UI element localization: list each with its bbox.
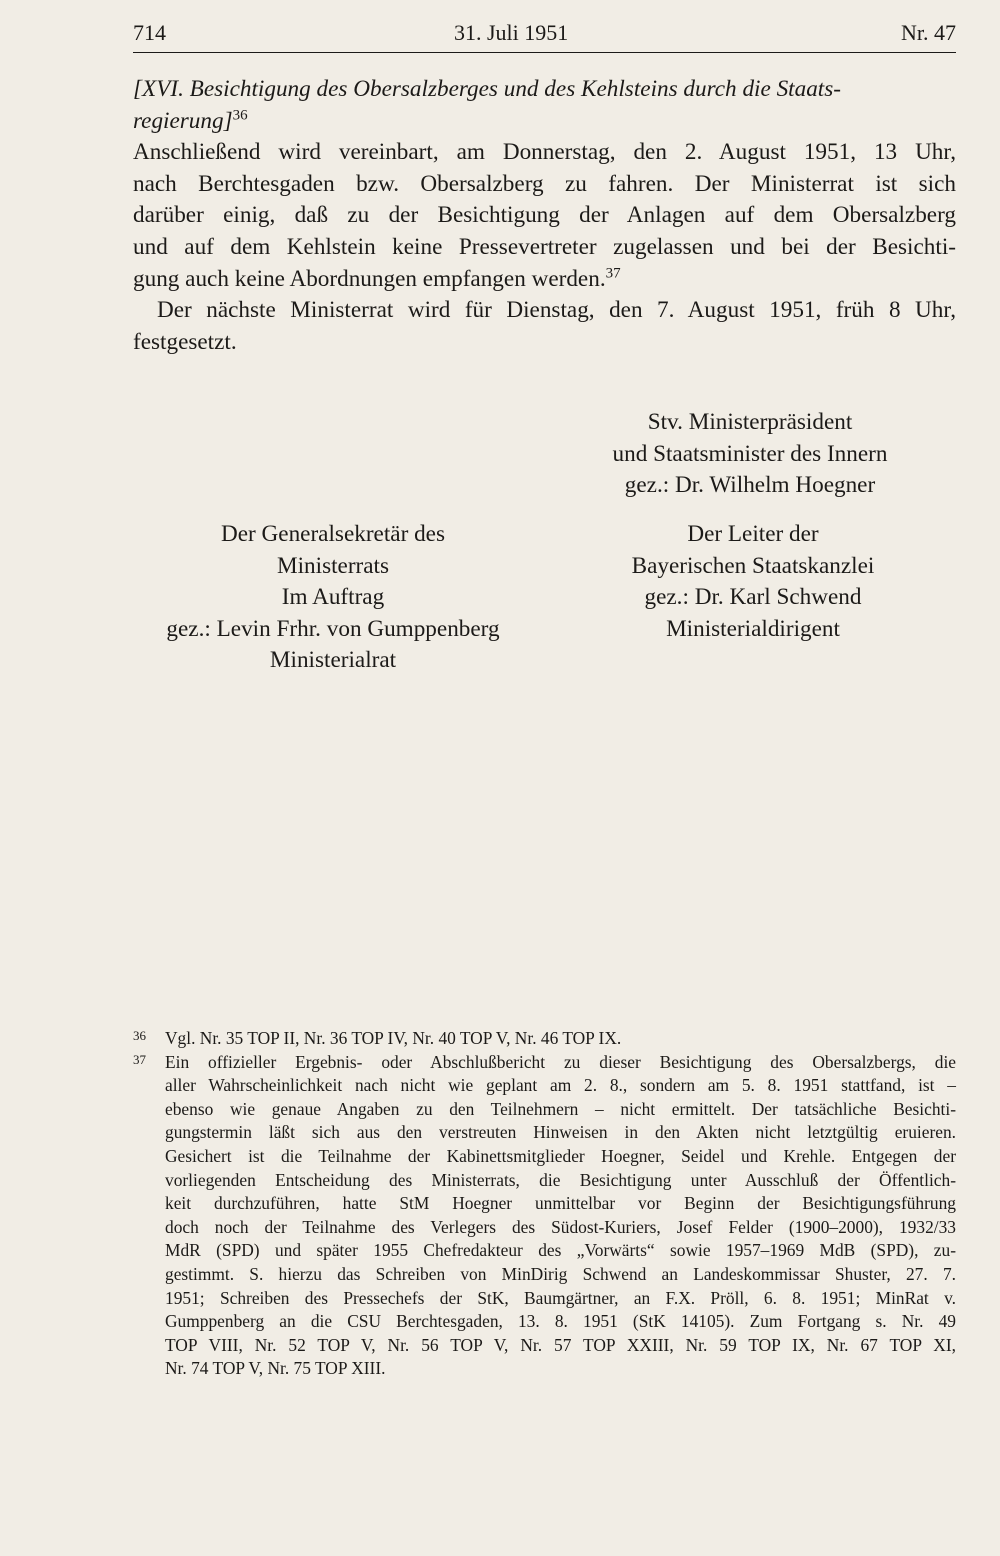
running-head bbox=[133, 18, 956, 52]
signature-line: Bayerischen Staatskanzlei bbox=[631, 552, 875, 579]
footnote-line: Gesichert ist die Teilnahme der Kabinettsmitglieder Hoegner, Seidel und Krehle. Entgegen der bbox=[165, 1145, 956, 1166]
footnote-line: Vgl. Nr. 35 TOP II, Nr. 36 TOP IV, Nr. 40 TOP V, Nr. 46 TOP IX. bbox=[165, 1028, 622, 1048]
paragraph-line: gung auch keine Abordnungen empfangen werden. bbox=[133, 265, 606, 292]
signature-deputy-prime-minister bbox=[560, 407, 940, 502]
footnote-line: Nr. 74 TOP V, Nr. 75 TOP XIII. bbox=[165, 1358, 386, 1379]
page-number: 714 bbox=[133, 20, 166, 45]
signature-line: Stv. Ministerpräsident bbox=[647, 409, 853, 435]
paragraph-next-meeting bbox=[133, 295, 956, 358]
footnote-line: MdR (SPD) und später 1955 Chefredakteur des „Vorwärts“ sowie 1957–1969 MdB (SPD), zu- bbox=[165, 1240, 956, 1261]
page-date: 31. Juli 1951 bbox=[454, 20, 569, 45]
footnote-ref-36[interactable]: 36 bbox=[232, 106, 248, 123]
signature-secretary-general bbox=[123, 519, 543, 677]
footnote-number: 37 bbox=[133, 1051, 146, 1067]
signature-line: gez.: Levin Frhr. von Gumppenberg bbox=[166, 615, 500, 642]
footnote-line: 1951; Schreiben des Pressechefs der StK, Baumgärtner, an F.X. Pröll, 6. 8. 1951; MinRat v. bbox=[165, 1287, 956, 1308]
document-number: Nr. 47 bbox=[901, 20, 956, 45]
footnote-36 bbox=[133, 1027, 956, 1051]
paragraph-line: nach Berchtesgaden bzw. Obersalzberg zu fahren. Der Ministerrat ist sich bbox=[133, 170, 956, 197]
footnotes bbox=[133, 1027, 956, 1381]
footnote-line: gestimmt. S. hierzu das Schreiben von MinDirig Schwend an Landeskommissar Shuster, 27. 7. bbox=[165, 1263, 956, 1284]
footnote-line: ebenso wie genaue Angaben zu den Teilnehmern – nicht ermittelt. Der tatsächliche Besichti- bbox=[165, 1098, 956, 1119]
footnote-line: keit durchzuführen, hatte StM Hoegner unmittelbar vor Beginn der Besichtigungsführung bbox=[165, 1193, 956, 1214]
signature-line: Ministerialdirigent bbox=[666, 615, 840, 642]
footnote-line: Gumppenberg an die CSU Berchtesgaden, 13. 8. 1951 (StK 14105). Zum Fortgang s. Nr. 49 bbox=[165, 1311, 956, 1332]
footnote-line: doch noch der Teilnahme des Verlegers des Südost-Kuriers, Josef Felder (1900–2000), 1932/33 bbox=[165, 1216, 956, 1237]
section-heading-line1: [XVI. Besichtigung des Obersalzberges und des Kehlsteins durch die Staats- bbox=[133, 76, 841, 102]
signature-line: Ministerialrat bbox=[269, 647, 397, 674]
footnote-line: gungstermin läßt sich aus den verstreuten Hinweisen in den Akten nicht letztgültig eruieren. bbox=[165, 1122, 956, 1143]
footnote-37 bbox=[133, 1051, 956, 1381]
footnote-line: Ein offizieller Ergebnis- oder Abschlußbericht zu dieser Besichtigung des Obersalzbergs, die bbox=[165, 1051, 956, 1072]
paragraph-excursion bbox=[133, 137, 956, 295]
signature-line: gez.: Dr. Wilhelm Hoegner bbox=[624, 472, 876, 499]
signature-line: Im Auftrag bbox=[281, 584, 385, 611]
paragraph-line: Der nächste Ministerrat wird für Dienstag, den 7. August 1951, früh 8 Uhr, bbox=[157, 297, 956, 324]
section-heading-line2: regierung] bbox=[133, 107, 233, 134]
section-heading bbox=[133, 74, 956, 137]
signature-line: Der Leiter der bbox=[687, 521, 819, 547]
footnote-text bbox=[165, 1051, 956, 1381]
signature-chancellery-head bbox=[573, 519, 933, 645]
footnote-number: 36 bbox=[133, 1028, 146, 1043]
footnote-line: aller Wahrscheinlichkeit nach nicht wie geplant am 2. 8., sondern am 5. 8. 1951 stattfand, ist – bbox=[165, 1075, 956, 1096]
header-rule bbox=[133, 52, 956, 53]
paragraph-line: darüber einig, daß zu der Besichtigung der Anlagen auf dem Obersalzberg bbox=[133, 202, 956, 229]
footnote-line: vorliegenden Entscheidung des Ministerrats, die Besichtigung unter Ausschluß der Öffentlich- bbox=[165, 1169, 956, 1190]
main-text bbox=[133, 74, 956, 358]
paragraph-line: festgesetzt. bbox=[133, 328, 237, 355]
footnote-text bbox=[165, 1027, 956, 1051]
footnote-ref-37[interactable]: 37 bbox=[605, 264, 621, 281]
signature-line: gez.: Dr. Karl Schwend bbox=[644, 584, 862, 611]
signature-line: und Staatsminister des Innern bbox=[612, 440, 888, 467]
paragraph-line: Anschließend wird vereinbart, am Donnerstag, den 2. August 1951, 13 Uhr, bbox=[133, 139, 956, 166]
paragraph-line: und auf dem Kehlstein keine Pressevertreter zugelassen und bei der Besichti- bbox=[133, 233, 956, 260]
signature-line: Ministerrats bbox=[276, 552, 390, 579]
signature-line: Der Generalsekretär des bbox=[220, 521, 446, 547]
footnote-line: TOP VIII, Nr. 52 TOP V, Nr. 56 TOP V, Nr. 57 TOP XXIII, Nr. 59 TOP IX, Nr. 67 TOP XI, bbox=[165, 1334, 956, 1355]
